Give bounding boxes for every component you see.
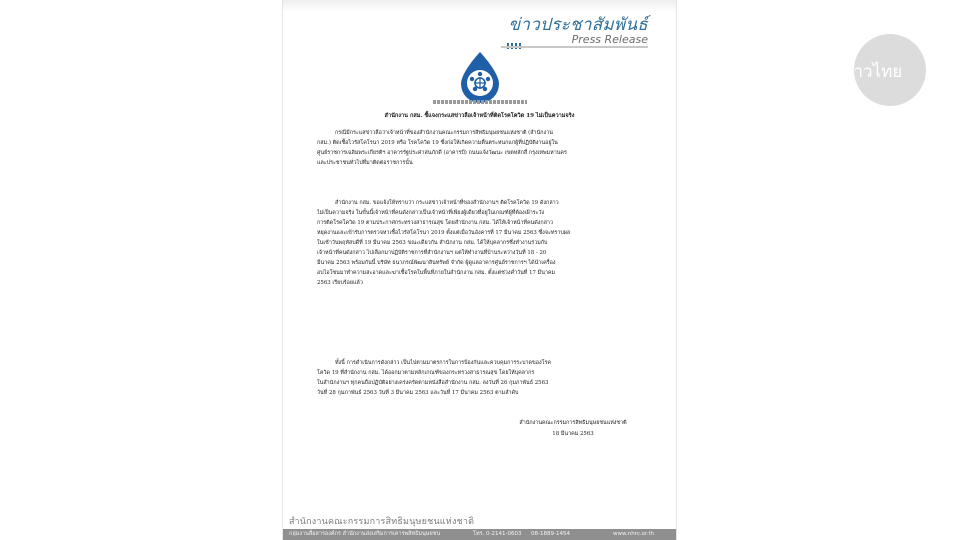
text-line: ทั้งนี้ การดำเนินการดังกล่าว เป็นไปตามมาตรการในการป้องกันและควบคุมการระบาดของโรค <box>335 360 551 366</box>
text-line: ในเช้าวันพฤหัสบดีที่ 19 มีนาคม 2563 ขณะเดียวกัน สำนักงาน กสม. ได้ให้บุคลากรซึ่งทำงานร่วมกับ <box>317 240 548 246</box>
footer-org-name: สำนักงานคณะกรรมการสิทธิมนุษยชนแห่งชาติ <box>289 517 475 527</box>
paragraph-3 <box>317 358 647 398</box>
text-line: กรณีมีกระแสข่าวลือว่าเจ้าหน้าที่ของสำนักงานคณะกรรมการสิทธิมนุษยชนแห่งชาติ (สำนักงาน <box>335 130 553 136</box>
footer-web: www.nhrc.or.th <box>613 531 655 537</box>
footer-fax: 08-1889-1454 <box>531 531 570 537</box>
text-line: โควิด 19 ที่สำนักงาน กสม. ได้ออกมาตามหลักเกณฑ์ของกระทรวงสาธารณสุข โดยให้บุคลากร <box>317 370 535 376</box>
nhrc-logo-icon <box>453 50 507 104</box>
paragraph-1 <box>317 128 647 168</box>
footer-tel: โทร. 0-2141-0603 <box>473 531 522 537</box>
press-release-en-title: Press Release <box>571 33 648 46</box>
text-line: อบไอโซนมาทำความสะอาดและฆ่าเชื้อโรคในพื้นที่ภายในสำนักงาน กสม. ตั้งแต่ช่วงค่ำวันที่ 17 มีนาคม <box>317 270 556 276</box>
text-line: หยุดงานและเข้ารับการตรวจหาเชื้อไวรัสโคโรนา 2019 ตั้งแต่เมื่อวันอังคารที่ 17 มีนาคม 2563 ซึ่งจะทราบผล <box>317 230 571 236</box>
text-line: 2563 เรียบร้อยแล้ว <box>317 280 363 286</box>
paragraph-2 <box>317 198 647 288</box>
signature-date: 18 มีนาคม 2563 <box>552 431 594 437</box>
headline: สำนักงาน กสม. ชี้แจงกระแสข่าวลือเจ้าหน้าที่ติดโรคโควิด 19 ไม่เป็นความจริง <box>384 113 575 119</box>
logo-caption <box>433 100 527 104</box>
text-line: วันที่ 28 กุมภาพันธ์ 2563 วันที่ 3 มีนาคม 2563 และวันที่ 17 มีนาคม 2563 ตามลำดับ <box>317 390 519 396</box>
signature-org: สำนักงานคณะกรรมการสิทธิมนุษยชนแห่งชาติ <box>519 420 627 426</box>
text-line: และประชาชนทั่วไปที่มาติดต่อราชการนั้น <box>317 160 413 166</box>
watermark-text: สำนักข่าวไทย <box>800 62 903 82</box>
footer-bar <box>283 529 676 540</box>
text-line: ศูนย์ราชการเฉลิมพระเกียรติฯ อาคารรัฐประศาสนภักดี (อาคารบี) ถนนแจ้งวัฒนะ เขตหลักสี่ กรุงเทพมหานคร <box>317 150 567 156</box>
text-line: ในสำนักงานฯ ทุกคนถือปฏิบัติอย่างเคร่งครัดตามหนังสือสำนักงาน กสม. ลงวันที่ 26 กุมภาพันธ์ 2563 <box>317 380 549 386</box>
signature-block <box>493 418 653 440</box>
press-release-thai-title: ข่าวประชาสัมพันธ์ <box>508 15 648 35</box>
text-line: การติดโรคโควิด 19 ตามประกาศกระทรวงสาธารณสุข โดยสำนักงาน กสม. ได้ให้เจ้าหน้าที่คนดังกล่าว <box>317 220 553 226</box>
text-line: มีนาคม 2563 พร้อมกันนี้ บริษัท ธนาภรณ์พัฒนาสินทรัพย์ จำกัด ผู้ดูแลอาคารศูนย์ราชการฯ ได้นำเครื่อง <box>317 260 556 266</box>
text-line: ไม่เป็นความจริง ในขั้นนี้เจ้าหน้าที่คนดังกล่าวเป็นเจ้าหน้าที่เพียงผู้เดียวที่อยู่ในเกณฑ์ผู้ที่ต้องเฝ้าระวัง <box>317 210 545 216</box>
press-release-document <box>282 0 677 540</box>
text-line: กสม.) ติดเชื้อไวรัสโคโรนา 2019 หรือ โรคโควิด 19 ซึ่งก่อให้เกิดความตื่นตระหนกแก่ผู้ที่ปฏิบัติงานอยู่ใน <box>317 140 558 146</box>
text-line: สำนักงาน กสม. ขอแจ้งให้ทราบว่า กระแสข่าวเจ้าหน้าที่ของสำนักงานฯ ติดโรคโควิด 19 ดังกล่าว <box>335 200 559 206</box>
text-line: เจ้าหน้าที่คนดังกล่าว ไปเลือกมาปฏิบัติราชการที่สำนักงานฯ แต่ให้ทำงานที่บ้านระหว่างวันที่ 18 - 20 <box>317 250 547 256</box>
header-divider <box>501 46 648 48</box>
footer-division: กลุ่มงานสื่อสารองค์กร สำนักงานส่งเสริมการเคารพสิทธิมนุษยชน <box>289 531 441 537</box>
